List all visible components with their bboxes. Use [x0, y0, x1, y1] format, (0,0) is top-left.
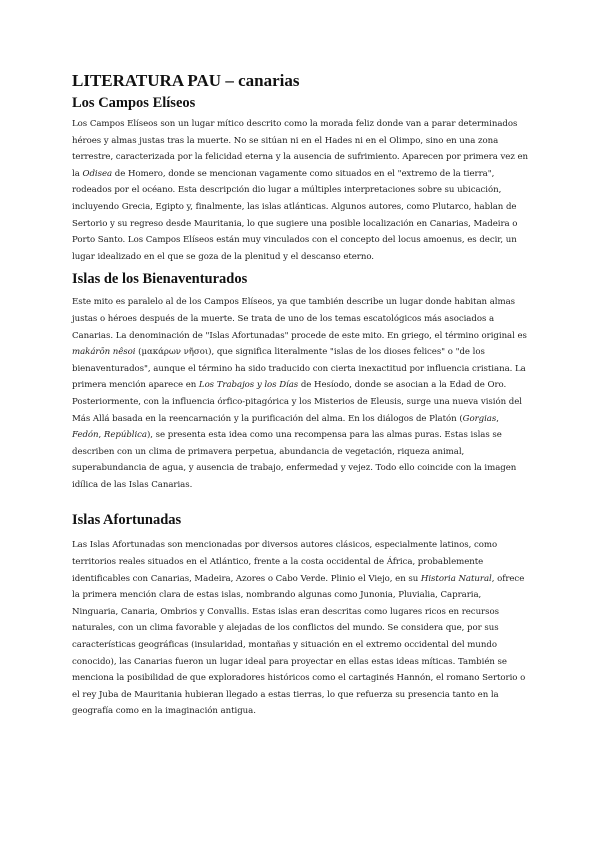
- paragraph-campos-eliseos: [72, 116, 528, 265]
- text-run-italic: Gorgias: [462, 413, 497, 424]
- paragraph-bienaventurados: [72, 294, 528, 493]
- section-heading-islas-afortunadas: Islas Afortunadas: [72, 512, 182, 529]
- text-run-italic: Historia Natural: [420, 573, 492, 584]
- section-heading-campos-eliseos: Los Campos Elíseos: [72, 95, 196, 111]
- text-run: , ofrece la primera mención clara de estas islas, nombrando algunas como Junonia, Pluvialia, Capraria, Ninguaria, Canaria, Ombrios y Convallis. Estas islas eran descritas como lugares ricos en recursos naturales, con un clima favorable y alejadas de los conflictos del mundo. Se considera que, por sus características geográficas (insularidad, montañas y situación en el extremo occidental del mundo conocido), las Canarias fueron un lugar ideal para proyectar en ellas estas ideas míticas. También se menciona la posibilidad de que exploradores históricos como el cartaginés Hannón, el romano Sertorio o el rey Juba de Mauritania hubieran llegado a estas tierras, lo que refuerza su presencia tanto en la geografía como en la imaginación antigua.: [72, 573, 526, 717]
- text-run-italic: makárōn nêsoi: [72, 347, 136, 358]
- text-run: ), se presenta esta idea como una recompensa para las almas puras. Estas islas se describen con un clima de primavera perpetua, abundancia de vegetación, riqueza animal, superabundancia de agua, y ausencia de trabajo, enfermedad y vejez. Todo ello coincide con la imagen idílica de las Islas Canarias.: [72, 430, 517, 490]
- text-run: ,: [496, 413, 499, 424]
- text-run-italic: Fedón: [72, 430, 99, 441]
- paragraph-islas-afortunadas: [72, 537, 528, 720]
- text-run-italic: Odisea: [82, 168, 113, 179]
- text-run-italic: Los Trabajos y los Días: [198, 380, 299, 391]
- text-run: de Hesíodo, donde se asocian a la Edad de Oro. Posteriormente, con la influencia órfico-pitagórica y los Misterios de Eleusis, surge una nueva visión del Más Allá basada en la reencarnación y la purificación del alma. En los diálogos de Platón (: [72, 380, 522, 424]
- text-run: ,: [98, 430, 104, 441]
- text-run: Las Islas Afortunadas son mencionadas por diversos autores clásicos, especialmente latinos, como territorios reales situados en el Atlántico, frente a la costa occidental de África, probablemente identificables con Canarias, Madeira, Azores o Cabo Verde. Plinio el Viejo, en su: [72, 540, 498, 584]
- text-run: Este mito es paralelo al de los Campos Elíseos, ya que también describe un lugar donde habitan almas justas o héroes después de la muerte. Se trata de uno de los temas escatológicos más asociados a Canarias. La denominación de "Islas Afortunadas" procede de este mito. En griego, el término original es: [72, 297, 527, 341]
- section-heading-bienaventurados: Islas de los Bienaventurados: [72, 271, 248, 288]
- text-run: Los Campos Elíseos son un lugar mítico descrito como la morada feliz donde van a parar determinados héroes y almas justas tras la muerte. No se sitúan ni en el Hades ni en el Olimpo, sino en una zona terrestre, caracterizada por la felicidad eterna y la ausencia de sufrimiento. Aparecen por primera vez en la: [72, 119, 529, 179]
- text-run: (μακάρων νῆσοι), que significa literalmente "islas de los dioses felices" o "de los bienaventurados", aunque el término ha sido traducido con cierta inexactitud por influencia cristiana. La primera mención aparece en: [72, 347, 526, 391]
- document-title: LITERATURA PAU – canarias: [72, 71, 300, 90]
- text-run: de Homero, donde se mencionan vagamente como situados en el "extremo de la tierra", rodeados por el océano. Esta descripción dio lugar a múltiples interpretaciones sobre su ubicación, incluyendo Grecia, Egipto y, finalmente, las islas atlánticas. Algunos autores, como Plutarco, hablan de Sertorio y su regreso desde Mauritania, lo que sugiere una posible localización en Canarias, Madeira o Porto Santo. Los Campos Elíseos están muy vinculados con el concepto del locus amoenus, es decir, un lugar idealizado en el que se goza de la plenitud y el descanso eterno.: [72, 168, 518, 262]
- text-run-italic: República: [103, 430, 147, 441]
